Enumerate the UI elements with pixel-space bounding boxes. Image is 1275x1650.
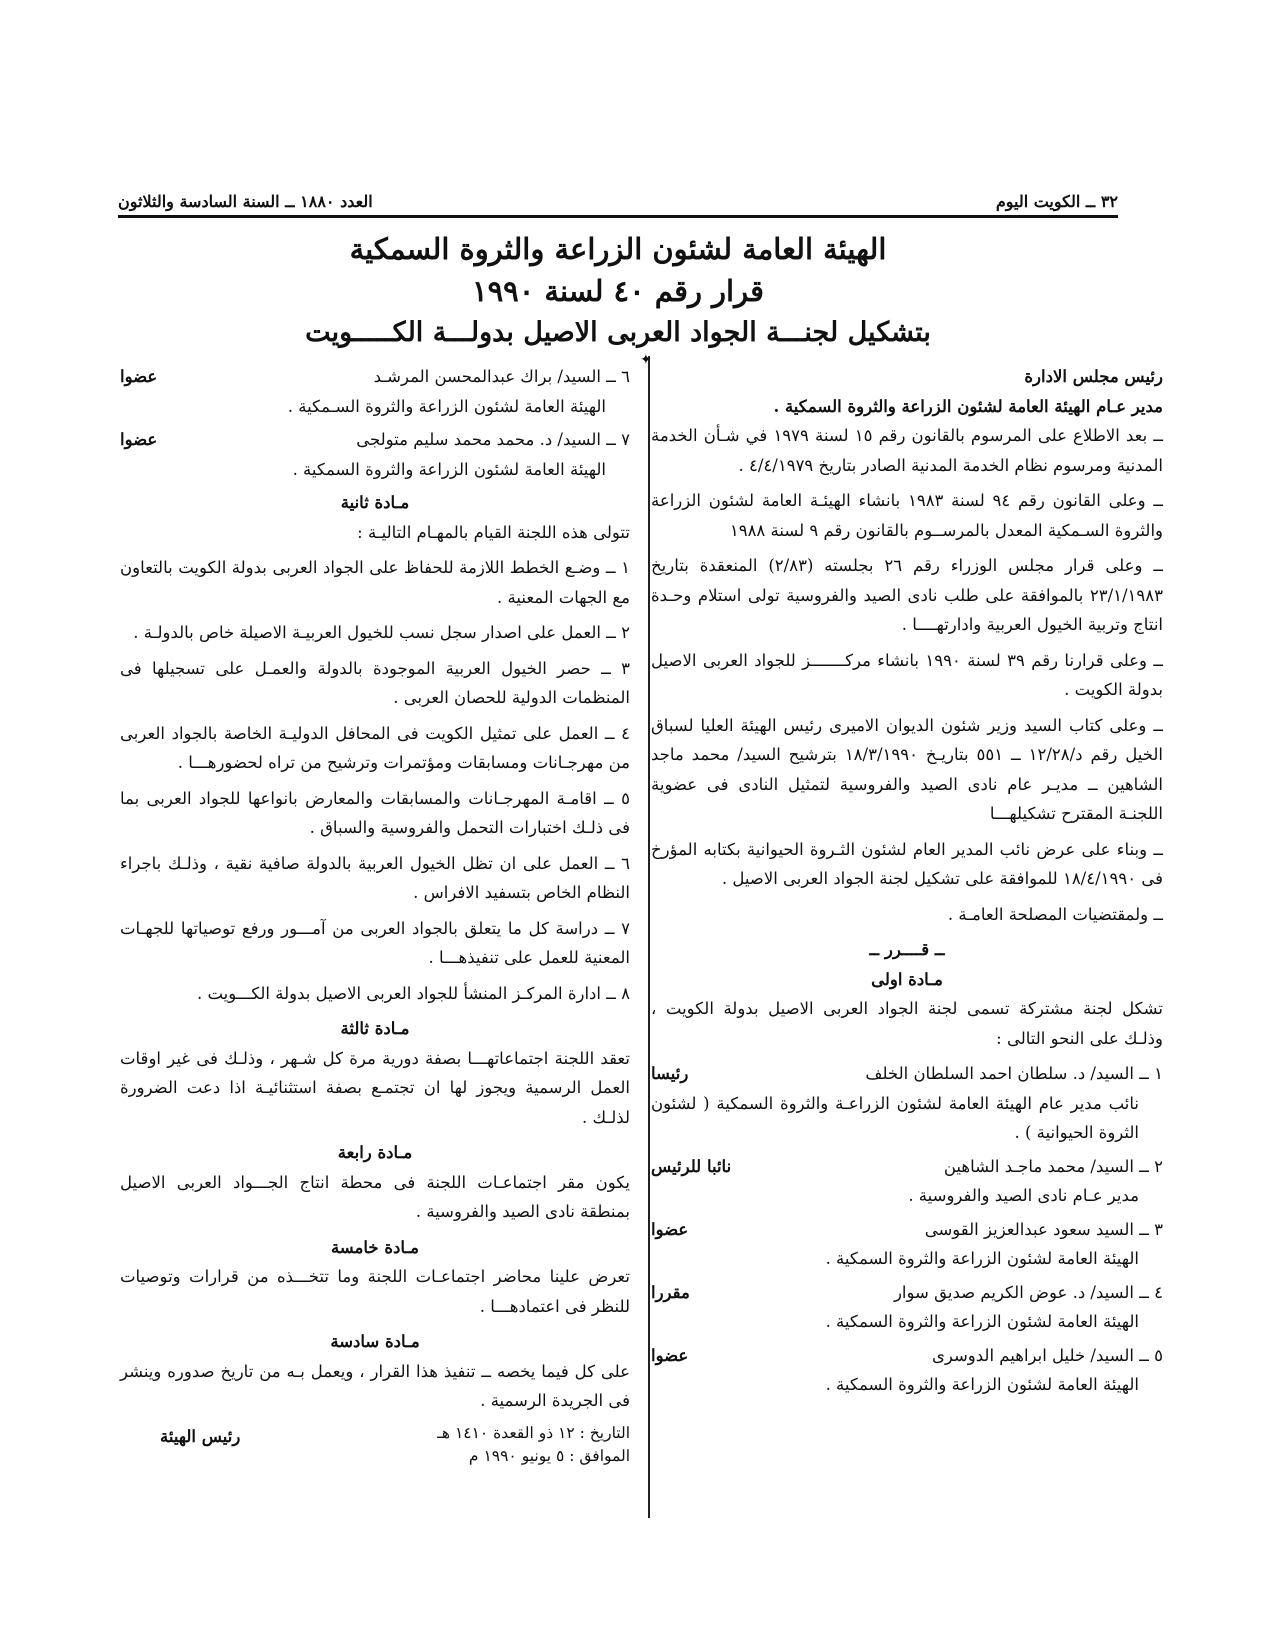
decision-subject: بتشكيل لجنـــة الجواد العربى الاصيل بدولـــة الكـــــويت bbox=[305, 317, 931, 348]
member-3 bbox=[651, 1215, 1163, 1274]
article-2-intro: تتولى هذه اللجنة القيام بالمهـام التاليـة : bbox=[357, 522, 630, 542]
article-1-intro: تشكل لجنة مشتركة تسمى لجنة الجواد العربى الاصيل بدولة الكويت ، وذلـك على النحو التالى : bbox=[651, 999, 1163, 1048]
article-5-text: تعرض علينا محاضر اجتماعـات اللجنة وما تتخـــذه من قرارات وتوصيات للنظر فى اعتمادهـــا . bbox=[120, 1267, 630, 1316]
issuer-title: رئيس مجلس الادارة bbox=[1024, 367, 1163, 386]
member-name: ٣ ــ السيد سعود عبدالعزيز القوسى bbox=[924, 1219, 1163, 1239]
member-role: عضوا bbox=[651, 1219, 689, 1239]
preamble-2: ــ وعلى القانون رقم ٩٤ لسنة ١٩٨٣ بانشاء الهيئـة العامة لشئون الزراعة والثروة السـمكية المعدل بالمرســوم بالقانون رقم ٩ لسنة ١٩٨٨ bbox=[651, 491, 1164, 540]
task-3: ٣ ــ حصر الخيول العربية الموجودة بالدولة والعمـل على تسجيلها فى المنظمات الدولية للحصان العربى . bbox=[120, 658, 630, 707]
member-detail: مدير عـام نادى الصيد والفروسية . bbox=[908, 1186, 1139, 1205]
signatory-title: رئيس الهيئة bbox=[160, 1426, 241, 1446]
task-4: ٤ ــ العمل على تمثيل الكويت فى المحافل الدوليـة الخاصة بالجواد العربى من مهرجـانات ومسابقات ومؤتمرات وترشيح من تراه لحضورهـــا . bbox=[120, 723, 630, 772]
preamble-7: ــ ولمقتضيات المصلحة العامـة . bbox=[947, 904, 1163, 924]
member-detail: الهيئة العامة لشئون الزراعة والثروة السـمكية . bbox=[287, 396, 606, 416]
article-3-text: تعقد اللجنة اجتماعاتهـــا بصفة دورية مرة كل شـهر ، وذلـك فى غير اوقات العمل الرسمية ويجوز لها ان تجتمـع بصفة استثنائيـة اذا دعت الضرورة لذلـك . bbox=[120, 1048, 630, 1127]
article-6-title: مـادة سادسة bbox=[330, 1332, 420, 1351]
article-4-text: يكون مقر اجتماعـات اللجنة فى محطة انتاج الجـــواد العربى الاصيل بمنطقة نادى الصيد والفروسية . bbox=[120, 1172, 630, 1221]
member-role: عضوا bbox=[651, 1345, 689, 1365]
member-7 bbox=[120, 425, 630, 484]
right-column bbox=[651, 362, 1163, 1404]
preamble-6: ــ وبناء على عرض نائب المدير العام لشئون الثـروة الحيوانية بكتابه المؤرخ فى ١٨/٤/١٩٩٠ للموافقة على تشكيل لجنة الجواد العربى الاصيل . bbox=[651, 839, 1163, 888]
member-role: مقررا bbox=[651, 1282, 690, 1302]
member-6 bbox=[120, 362, 630, 421]
task-1: ١ ــ وضـع الخطط اللازمة للحفاظ على الجواد العربى بدولة الكويت بالتعاون مع الجهات المعنية . bbox=[120, 558, 630, 607]
member-2 bbox=[651, 1152, 1163, 1211]
preamble-3: ــ وعلى قرار مجلس الوزراء رقم ٢٦ بجلسته (٢/٨٣) المنعقدة بتاريخ ٢٣/١/١٩٨٣ بالموافقة على طلب نادى الصيد والفروسية تولى استلام وحـدة انتاج وتربية الخيول العربية وادارتهــــا . bbox=[651, 556, 1163, 634]
article-5-title: مـادة خامسة bbox=[330, 1237, 420, 1257]
divider-ornament: ✦ bbox=[640, 352, 652, 368]
document-titles bbox=[118, 228, 1118, 354]
member-name: ٦ ــ السيد/ براك عبدالمحسن المرشـد bbox=[373, 367, 630, 386]
column-divider bbox=[648, 356, 650, 1518]
member-role: عضوا bbox=[120, 367, 158, 386]
member-4 bbox=[651, 1278, 1163, 1337]
header-rule bbox=[118, 215, 1118, 218]
member-1 bbox=[651, 1059, 1163, 1148]
preamble-4: ــ وعلى قرارنا رقم ٣٩ لسنة ١٩٩٠ بانشاء مركـــــــز للجواد العربى الاصيل بدولة الكويت . bbox=[651, 650, 1164, 699]
decides-heading: ــ قــــرر ــ bbox=[869, 940, 945, 959]
member-detail: نائب مدير عام الهيئة العامة لشئون الزراعـة والثروة السمكية ( لشئون الثروة الحيوانية ) . bbox=[651, 1093, 1139, 1142]
preamble-1: ــ بعد الاطلاع على المرسوم بالقانون رقم ١٥ لسنة ١٩٧٩ في شـأن الخدمة المدنية ومرسوم نظام الخدمة المدنية الصادر بتاريخ ٤/٤/١٩٧٩ . bbox=[651, 426, 1163, 475]
issuer-subtitle: مدير عـام الهيئة العامة لشئون الزراعة والثروة السمكية . bbox=[773, 396, 1163, 416]
member-detail: الهيئة العامة لشئون الزراعة والثروة السمكية . bbox=[292, 459, 606, 479]
article-1-title: مـادة اولى bbox=[871, 969, 943, 989]
authority-title: الهيئة العامة لشئون الزراعة والثروة السمكية bbox=[349, 232, 887, 266]
member-name: ٧ ــ السيد/ د. محمد محمد سليم متولجى bbox=[356, 430, 630, 449]
signature-block bbox=[120, 1422, 630, 1468]
member-name: ٥ ــ السيد/ خليل ابراهيم الدوسرى bbox=[931, 1345, 1163, 1365]
task-6: ٦ ــ العمل على ان تظل الخيول العربية بالدولة صافية نقية ، وذلـك باجراء النظام الخاص بتسفيد الافراس . bbox=[120, 853, 630, 902]
decision-number: قرار رقم ٤٠ لسنة ١٩٩٠ bbox=[472, 274, 764, 308]
member-detail: الهيئة العامة لشئون الزراعة والثروة السمكية . bbox=[825, 1249, 1139, 1268]
member-role: رئيسا bbox=[651, 1064, 689, 1083]
article-3-title: مـادة ثالثة bbox=[340, 1019, 410, 1038]
task-5: ٥ ــ اقامـة المهرجـانات والمسابقات والمعارض بانواعها للجواد العربى بما فى ذلـك اختبارات التحمل والفروسية والسباق . bbox=[120, 788, 630, 837]
header-issue-number: العدد ١٨٨٠ ــ السنة السادسة والثلاثون bbox=[118, 192, 373, 211]
member-5 bbox=[651, 1341, 1163, 1400]
preamble-5: ــ وعلى كتاب السيد وزير شئون الديوان الاميرى رئيس الهيئة العليا لسباق الخيل رقم د/١٢/٢٨ ــ ٥٥١ بتاريـخ ١٨/٣/١٩٩٠ بترشيح السيد/ محمد ماجد الشاهين ــ مديـر عام نادى الصيد والفروسية لتمثيل النادى فى عضوية اللجنـة المقترح تشكيلهـــا bbox=[651, 715, 1163, 823]
task-8: ٨ ــ ادارة المركـز المنشأ للجواد العربى الاصيل بدولة الكـــويت . bbox=[196, 983, 630, 1003]
article-6-text: على كل فيما يخصه ــ تنفيذ هذا القرار ، ويعمل بـه من تاريخ صدوره وينشر فى الجريدة الرسمية . bbox=[120, 1361, 630, 1410]
task-7: ٧ ــ دراسة كل ما يتعلق بالجواد العربى من آمـــور ورفع توصياتها للجهـات المعنية للعمل على تنفيذهـــا . bbox=[120, 918, 630, 967]
article-2-title: مـادة ثانية bbox=[340, 493, 410, 512]
article-4-title: مـادة رابعة bbox=[337, 1143, 413, 1162]
member-name: ٢ ــ السيد/ محمد ماجـد الشاهين bbox=[943, 1156, 1163, 1176]
member-role: عضوا bbox=[120, 430, 158, 449]
member-name: ٤ ــ السيد/ د. عوض الكريم صديق سوار bbox=[893, 1282, 1163, 1302]
date-gregorian: الموافق : ٥ يونيو ١٩٩٠ م bbox=[468, 1446, 630, 1465]
task-2: ٢ ــ العمل على اصدار سجل نسب للخيول العربيـة الاصيلة خاص بالدولـة . bbox=[133, 623, 630, 642]
date-hijri: التاريخ : ١٢ ذو القعدة ١٤١٠ هـ bbox=[437, 1423, 630, 1442]
member-name: ١ ــ السيد/ د. سلطان احمد السلطان الخلف bbox=[865, 1064, 1163, 1083]
member-detail: الهيئة العامة لشئون الزراعة والثروة السمكية . bbox=[825, 1375, 1139, 1394]
member-role: نائبا للرئيس bbox=[651, 1156, 732, 1176]
member-detail: الهيئة العامة لشئون الزراعة والثروة السمكية . bbox=[825, 1312, 1139, 1331]
issue-dates bbox=[437, 1422, 630, 1468]
header-page-title: ٣٢ ــ الكويت اليوم bbox=[995, 192, 1118, 211]
left-column bbox=[120, 362, 630, 1468]
